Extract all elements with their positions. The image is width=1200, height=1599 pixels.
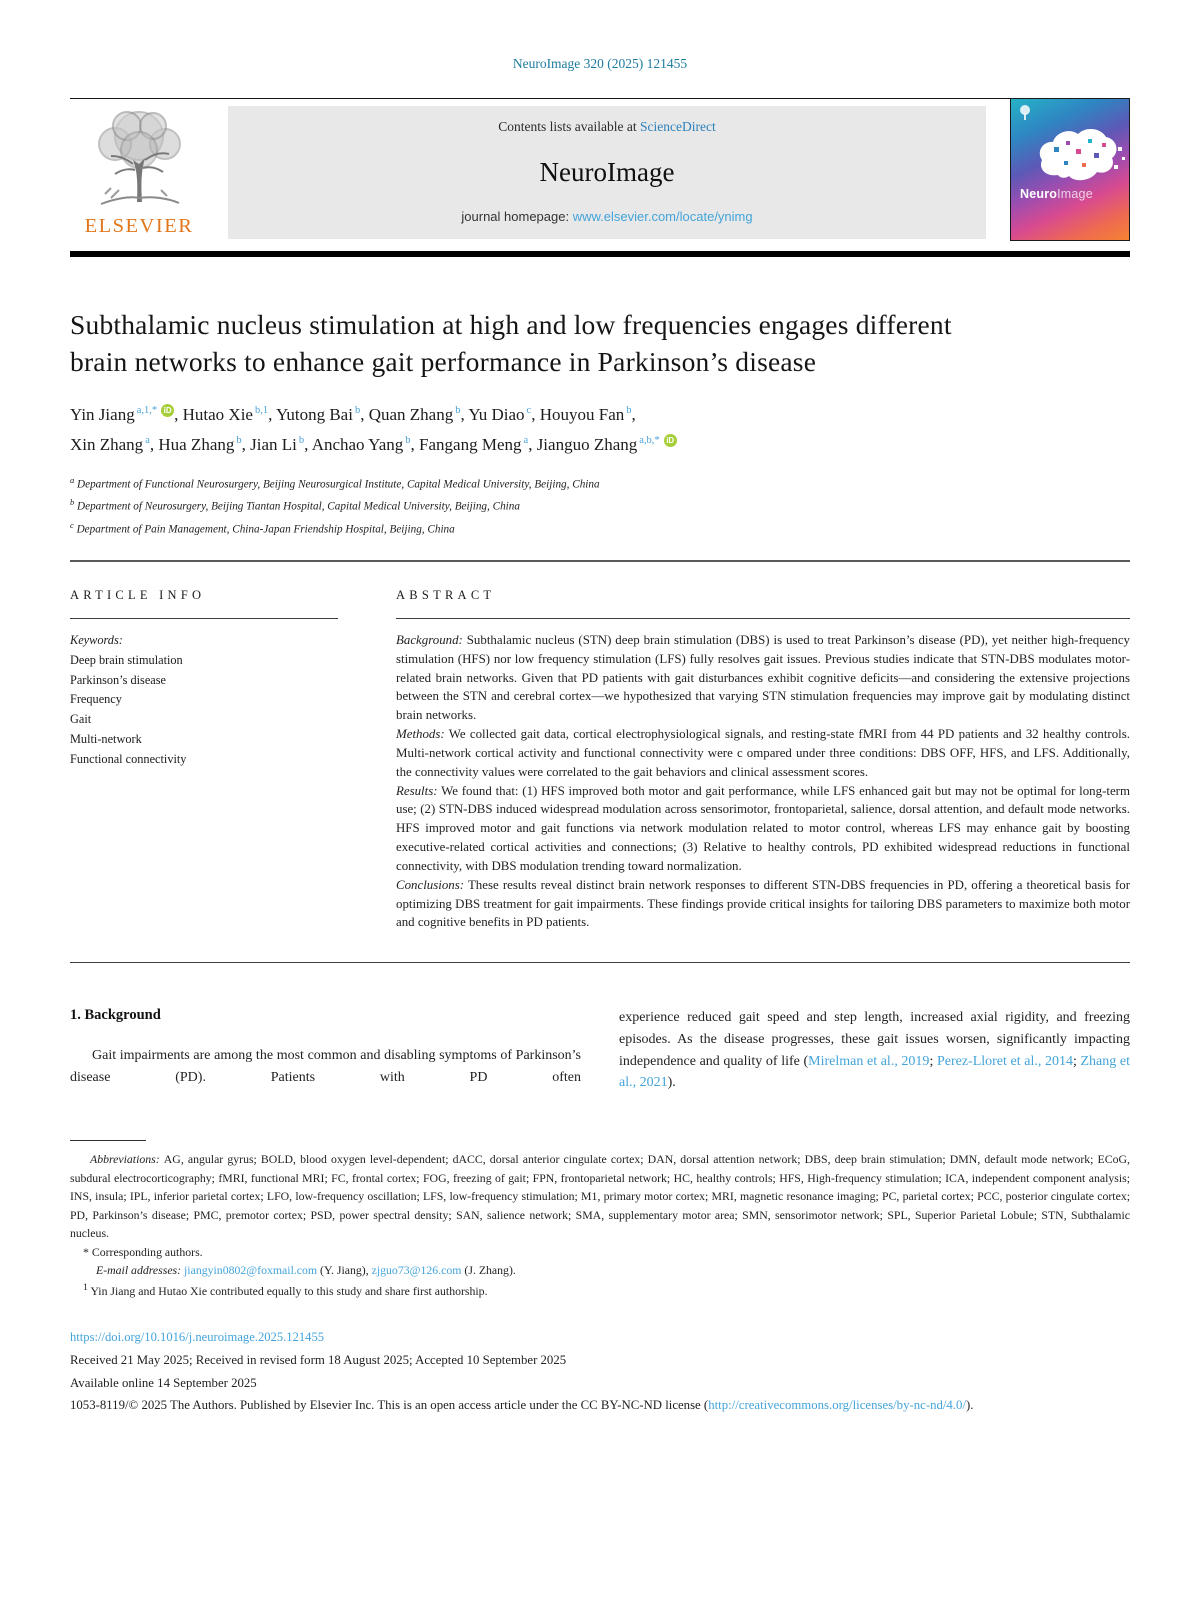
author-name: Yutong Bai $^b$, (275, 405, 369, 425)
corresponding-authors-note: * Corresponding authors. (83, 1244, 203, 1259)
journal-reference (70, 56, 1130, 72)
abstract-paragraph: Conclusions: These results reveal distinct brain network responses to different STN-DBS frequencies in PD, offering a theoretical basis for optimizing DBS treatment for gait impairments. These findings provide critical insights for tailoring DBS parameters to maximize both motor and cognitive benefits in PD patients. (396, 877, 1130, 930)
abstract-paragraph: Methods: We collected gait data, cortical electrophysiological signals, and resting-state fMRI from 44 PD patients and 32 healthy controls. Multi-network cortical activity and functional connectivity were c ompared under three conditions: DBS OFF, HFS, and LFS. Additionally, the connectivity values were correlated to the gait behaviors and clinical assessment scores. (396, 727, 1130, 779)
affiliation: $^c$ Department of Pain Management, China-Japan Friendship Hospital, Beijing, China (70, 519, 455, 536)
abstract-body (396, 631, 1130, 932)
article-info-heading: ARTICLE INFO (70, 587, 206, 602)
author-name: Jianguo Zhang $^{a,b,*}$ iD (537, 435, 677, 454)
article-body (70, 963, 1130, 1094)
inline-link[interactable]: Perez-Lloret et al., 2014 (936, 1053, 1073, 1069)
article-title: Subthalamic nucleus stimulation at high and low frequencies engages different brain networks to enhance gait performance in Parkinson’s disease (70, 309, 952, 377)
keyword: Parkinson’s disease (70, 672, 166, 687)
abstract-column (396, 562, 1130, 962)
keyword: Functional connectivity (70, 752, 187, 767)
inline-link[interactable]: Zhang et al., 2021 (619, 1053, 1130, 1091)
inline-link[interactable]: jiangyin0802@foxmail.com (184, 1263, 318, 1278)
keyword: Multi-network (70, 732, 142, 747)
author-name: Xin Zhang $^a$, (70, 434, 159, 454)
info-abstract-section (70, 560, 1130, 963)
email-addresses: E-mail addresses: jiangyin0802@foxmail.com (Y. Jiang), zjguo73@126.com (J. Zhang). (96, 1263, 516, 1278)
author-name: Anchao Yang $^b$, (311, 434, 420, 454)
journal-title: NeuroImage (539, 156, 675, 187)
journal-header (70, 98, 1130, 241)
abbreviations: Abbreviations: AG, angular gyrus; BOLD, blood oxygen level-dependent; dACC, dorsal anterior cingulate cortex; DAN, dorsal attention network; DBS, deep brain stimulation; DMN, default mode network; ECoG, subdural electrocorticography; fMRI, functional MRI; FC, frontal cortex; FOG, freezing of gait; FPN, frontoparietal network; HC, healthy controls; HFS, High-frequency stimulation; ICA, independent component analysis; INS, insula; IPL, inferior parietal cortex; LFO, low-frequency oscillation; LFS, low-frequency stimulation; M1, primary motor cortex; MRI, magnetic resonance imaging; PC, parietal cortex; PCC, posterior cingulate cortex; PD, Parkinson’s disease; PMC, premotor cortex; PSD, power spectral density; SAN, salience network; SMA, supplementary motor area; SMN, sensorimotor network; SPL, Superior Parietal Lobule; STN, Subthalamic nucleus. (70, 1151, 1130, 1241)
keyword: Gait (70, 712, 92, 727)
journal-cover-thumbnail[interactable] (1010, 98, 1130, 241)
doi-line (70, 1326, 1130, 1349)
contents-line: Contents lists available at ScienceDirect (498, 119, 716, 134)
doi-link[interactable]: https://doi.org/10.1016/j.neuroimage.2025.121455 (70, 1330, 325, 1345)
elsevier-wordmark: ELSEVIER (84, 215, 194, 237)
body-paragraph: experience reduced gait speed and step length, increased axial rigidity, and freezing episodes. As the disease progresses, these gait issues worsen, significantly impacting independence and quality of life (Mirelman et al., 2019; Perez-Lloret et al., 2014; Zhang et al., 2021). (619, 1010, 1130, 1091)
abstract-paragraph: Results: We found that: (1) HFS improved both motor and gait performance, while LFS enhanced gait but may not be optimal for long-term use; (2) STN-DBS induced widespread modulation across sensorimotor, frontoparietal, salience, dorsal attention, and default mode networks. HFS improved motor and gait functions via network modulation related to motor control, whereas LFS may enhance gait by boosting executive-related cortical activities and connections; (3) Relative to healthy controls, PD exhibited widespread reductions in functional connectivity, with DBS modulation trending toward normalization. (396, 783, 1130, 873)
inline-link[interactable]: http://creativecommons.org/licenses/by-nc-nd/4.0/ (708, 1398, 966, 1413)
header-divider-bar (70, 251, 1130, 257)
elsevier-logo[interactable] (70, 106, 208, 241)
author-name: Hua Zhang $^b$, (158, 434, 251, 454)
body-left-column (70, 1007, 581, 1094)
cover-elsevier-mark-icon (1018, 104, 1032, 122)
brain-pixel-icon (1030, 127, 1128, 189)
affiliation: $^b$ Department of Neurosurgery, Beijing Tiantan Hospital, Capital Medical University, Beijing, China (70, 497, 520, 513)
available-online: Available online 14 September 2025 (70, 1375, 257, 1390)
journal-reference-link[interactable]: NeuroImage 320 (2025) 121455 (512, 56, 688, 71)
author-name: Jian Li $^b$, (250, 434, 312, 454)
received-dates: Received 21 May 2025; Received in revised form 18 August 2025; Accepted 10 September 2025 (70, 1352, 567, 1367)
journal-header-main (70, 98, 1010, 241)
sciencedirect-link[interactable]: ScienceDirect (640, 119, 716, 134)
author-name: Quan Zhang $^b$, (368, 405, 469, 425)
equal-contribution-note: $^1$ Yin Jiang and Hutao Xie contributed equally to this study and share first authorship. (83, 1281, 488, 1298)
footnotes (70, 1140, 1130, 1300)
cover-brand: NeuroImage (1020, 187, 1093, 201)
keyword: Deep brain stimulation (70, 652, 183, 667)
copyright-line: 1053-8119/© 2025 The Authors. Published by Elsevier Inc. This is an open access article under the CC BY-NC-ND license (http://creativecommons.org/licenses/by-nc-nd/4.0/). (70, 1398, 974, 1413)
affiliation-list (70, 473, 1130, 540)
body-paragraph: Gait impairments are among the most common and disabling symptoms of Parkinson’s disease (PD). Patients with PD often (70, 1048, 581, 1085)
keyword: Frequency (70, 692, 122, 707)
journal-masthead (228, 106, 986, 239)
abstract-heading: ABSTRACT (396, 587, 496, 602)
author-name: Fangang Meng $^a$, (419, 434, 537, 454)
elsevier-tree-icon (81, 106, 197, 214)
author-name: Hutao Xie $^{b,1}$, (182, 405, 276, 425)
author-name: Yin Jiang $^{a,1,*}$ iD , (70, 405, 183, 425)
keywords-list (70, 651, 338, 770)
orcid-icon[interactable]: iD (664, 434, 677, 447)
article-info-rule (70, 618, 338, 619)
article-footer (70, 1326, 1130, 1417)
author-name: Yu Diao $^c$, (468, 405, 540, 425)
author-list (70, 400, 1130, 460)
inline-link[interactable]: zjguo73@126.com (371, 1263, 462, 1278)
homepage-line: journal homepage: www.elsevier.com/locate/ynimg (461, 209, 753, 224)
affiliation: $^a$ Department of Functional Neurosurgery, Beijing Neurosurgical Institute, Capital Medical University, Beijing, China (70, 474, 600, 491)
inline-link[interactable]: Mirelman et al., 2019 (808, 1053, 930, 1069)
body-right-column (619, 1007, 1130, 1094)
abstract-rule (396, 618, 1130, 619)
abstract-paragraph: Background: Subthalamic nucleus (STN) deep brain stimulation (DBS) is used to treat Parkinson’s disease (PD), yet neither high-frequency stimulation (HFS) nor low frequency stimulation (LFS) fully resolves gait issues. Previous studies indicate that STN-DBS modulates motor-related brain networks. Given that PD patients with gait disturbances exhibit cognitive deficits—and considering the extensive projections between the STN and cerebral cortex—we hypothesized that varying STN stimulation frequencies may improve gait by modulating distinct brain networks. (396, 632, 1130, 723)
author-name: Houyou Fan $^b$, (539, 405, 636, 425)
homepage-link[interactable]: www.elsevier.com/locate/ynimg (572, 209, 753, 224)
orcid-icon[interactable]: iD (161, 404, 174, 417)
footnote-rule (70, 1140, 146, 1141)
section-heading: 1. Background (70, 1007, 161, 1024)
keywords-label: Keywords: (70, 632, 123, 647)
article-info-column (70, 562, 338, 962)
